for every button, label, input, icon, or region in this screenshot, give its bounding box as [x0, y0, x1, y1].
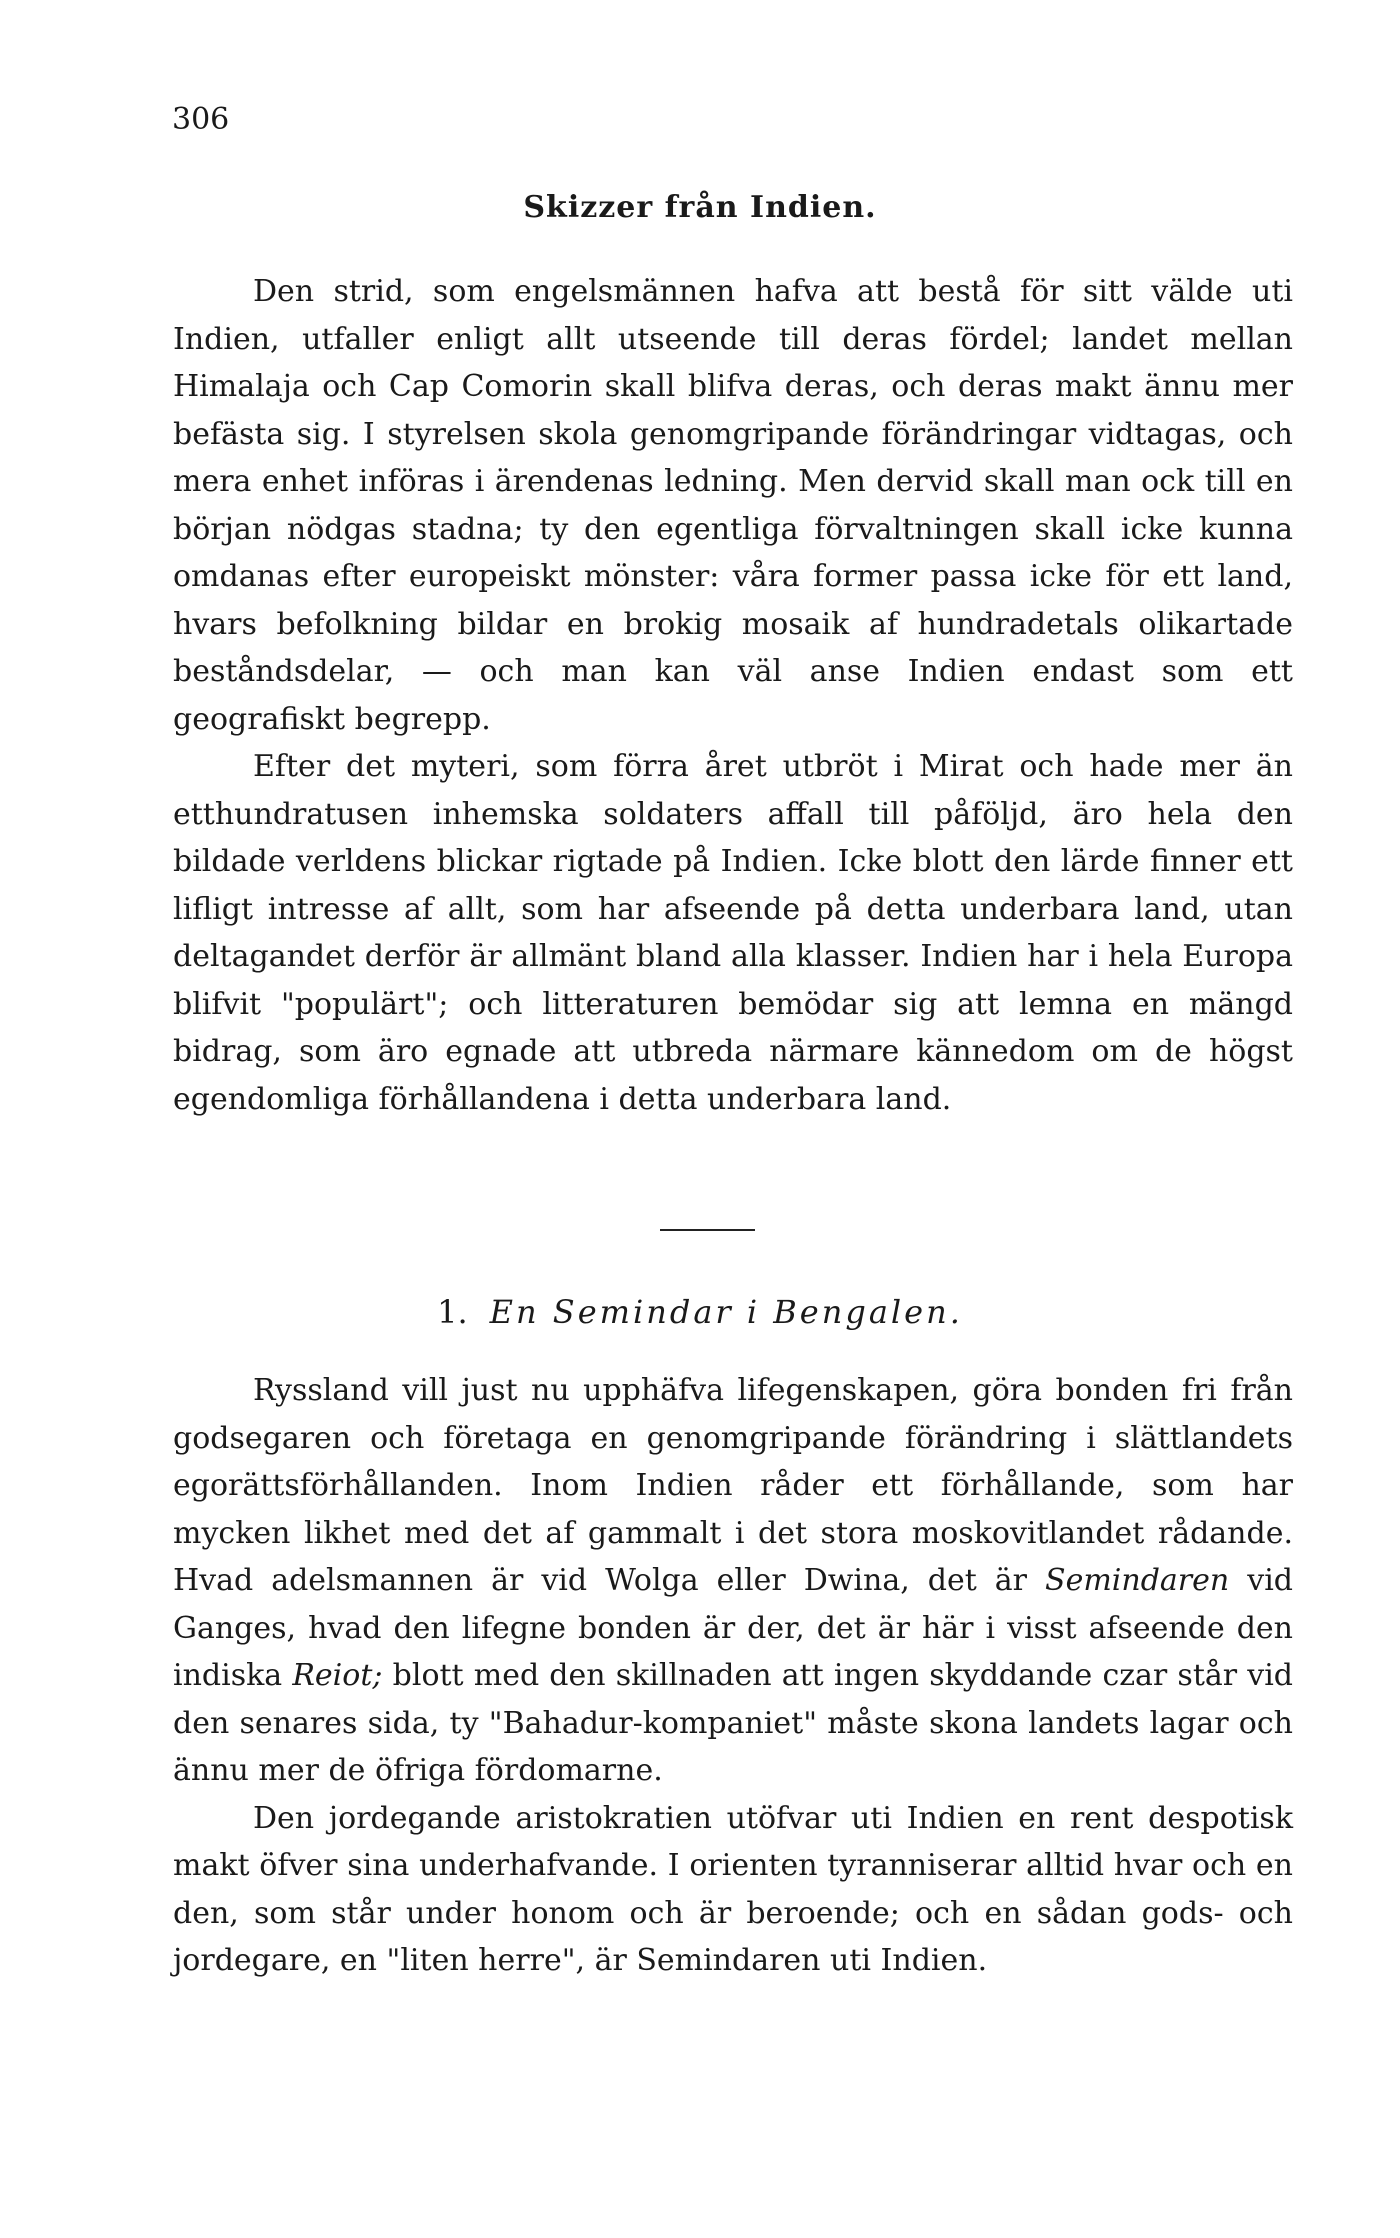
intro-paragraph-2: Efter det myteri, som förra året utbröt i Mirat och hade mer än etthundratusen inhemska soldaters affall till påföljd, äro hela den bildade verldens blickar rigtade på Indien. Icke blott den lärde finner ett lifligt intresse af allt, som har afseende på detta underbara land, utan deltagandet derför är allmänt bland alla klasser. Indien har i hela Europa blifvit "populärt"; och litteraturen bemödar sig att lemna en mängd bidrag, som äro egnade att utbreda närmare kännedom om de högst egendomliga förhållandena i detta underbara land. [173, 749, 1293, 1117]
intro-text [173, 268, 1293, 1123]
section-heading [0, 1290, 1400, 1334]
section-number: 1. [437, 1293, 468, 1331]
section-paragraph-1-part-2: vid Ganges, hvad den lifegne bonden är der, det är här i visst afseende den indiska [173, 1563, 1293, 1693]
section-divider [660, 1229, 755, 1231]
section-paragraph-2: Den jordegande aristokratien utöfvar uti Indien en rent despotisk makt öfver sina underhafvande. I orienten tyranniserar alltid hvar och en den, som står under honom och är beroende; och en sådan gods- och jordegare, en "liten herre", är Semindaren uti Indien. [173, 1800, 1293, 1978]
section-title: En Semindar i Bengalen. [489, 1293, 963, 1331]
term-semindaren: Semindaren [1045, 1563, 1230, 1598]
section-text [173, 1367, 1293, 1985]
intro-paragraph-1: Den strid, som engelsmännen hafva att bestå för sitt välde uti Indien, utfaller enligt allt utseende till deras fördel; landet mellan Himalaja och Cap Comorin skall blifva deras, och deras makt ännu mer befästa sig. I styrelsen skola genomgripande förändringar vidtagas, och mera enhet införas i ärendenas ledning. Men dervid skall man ock till en början nödgas stadna; ty den egentliga förvaltningen skall icke kunna omdanas efter europeiskt mönster: våra former passa icke för ett land, hvars befolkning bildar en brokig mosaik af hundradetals olikartade beståndsdelar, — och man kan väl anse Indien endast som ett geografiskt begrepp. [173, 274, 1293, 737]
term-reiot: Reiot; [292, 1658, 383, 1693]
section-paragraph-1 [173, 1367, 1293, 1795]
section-paragraph-1-part-3: blott med den skillnaden att ingen skyddande czar står vid den senares sida, ty "Bahadur-kompaniet" måste skona landets lagar och ännu mer de öfriga fördomarne. [173, 1658, 1293, 1788]
section-paragraph-1-part-1: Ryssland vill just nu upphäfva lifegenskapen, göra bonden fri från godsegaren och företaga en genomgripande förändring i slättlandets egorättsförhållanden. Inom Indien råder ett förhållande, som har mycken likhet med det af gammalt i det stora moskovitlandet rådande. Hvad adelsmannen är vid Wolga eller Dwina, det är [173, 1373, 1293, 1598]
running-title: Skizzer från Indien. [523, 190, 877, 225]
page-number: 306 [172, 102, 230, 137]
